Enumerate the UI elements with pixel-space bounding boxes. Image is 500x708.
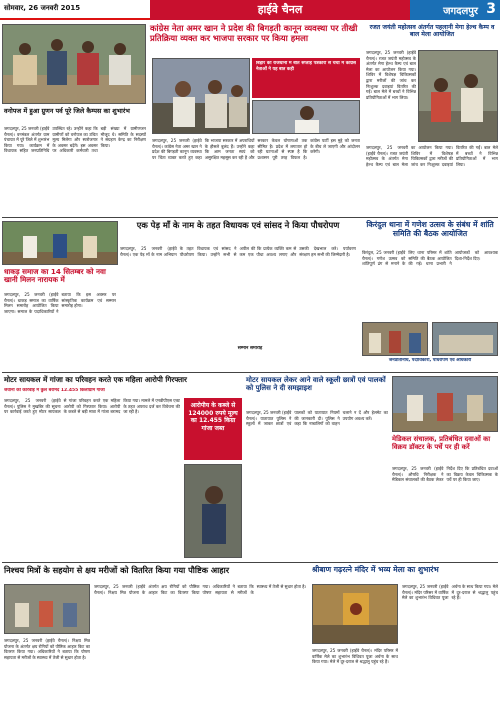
article-headline-forest: वनोपज में हुआ ग्रुणन पर्व पूरे जिले कैम्पस का शुभारंभ xyxy=(4,107,130,115)
article-photo-congress-2 xyxy=(252,100,360,134)
article-body-ganja: जगदलपुर, 25 जनवरी (हाईवे चैनल)। पुलिस ने मुखबिर की सूचना पर कार्रवाई करते हुए मोटर सायकल से गांजा परिवहन करते एक महिला आरोपी को गिरफ्तार किया। आरोपी के कब्जे से बड़ी मात्रा में गांजा बरामद किया गया। मामले में एनडीपीएस एक्ट के तहत अपराध दर्ज कर विवेचना की जा रही है। xyxy=(4,398,180,415)
caption-kirandul: जनप्रतिनिधि, पदाधिकारी, पौधरोपण एवं अधिकारी xyxy=(388,358,472,363)
article-body-nikshay: जगदलपुर, 25 जनवरी (हाईवे चैनल)। निक्षय मित्र योजना के अंतर्गत क्षय रोगियों को पौष्टिक आहार किट का वितरण किया गया। अधिकारियों ने बताया कि पोषण सहायता से मरीजों के स्वास्थ्य में तेजी से सुधार होता है। xyxy=(94,584,307,595)
article-photo-ganja xyxy=(184,464,242,558)
city-name: जगदलपुर xyxy=(443,6,478,17)
article-body-medical: जगदलपुर, 25 जनवरी (हाईवे चैनल)। औषधि निरीक्षक ने मेडिकल संचालकों की बैठक लेकर निर्देश दिए कि प्रतिबंधित दवाओं का विक्रय केवल चिकित्सक के पर्चे पर ही किया जाए। xyxy=(392,466,498,483)
article-body-tree-planting: जगदलपुर, 25 जनवरी (हाईवे चैनल)। एक पेड़ माँ के नाम अभियान के तहत विधायक एवं सांसद ने पौधरोपण किया। उन्होंने सभी से अपील की कि प्रत्येक व्यक्ति कम से कम एक पौधा अवश्य लगाए और उसकी देखभाल करे। पर्यावरण संरक्षण हम सभी की जिम्मेदारी है। xyxy=(120,246,356,257)
article-body-forest: जगदलपुर, 25 जनवरी (हाईवे चैनल)। वनमंडल अंतर्गत ग्राम पंचायत में पूरे जिले में शुभारंभ किया गया। कार्यक्रम में विधायक सहित जनप्रतिनिधि उपस्थित रहे। उन्होंने कहा कि ग्रामीणों को वनोपज का उचित मूल्य मिलेगा और स्वरोजगार के अवसर बढ़ेंगे। इस अवसर पर अधिकारी कर्मचारी तथा बड़ी संख्या में ग्रामीणजन मौजूद थे। समिति के सदस्यों ने संग्रहण केन्द्र का निरीक्षण किया। xyxy=(4,126,146,154)
article-body-samaj: जगदलपुर, 25 जनवरी (हाईवे चैनल)। धाकड़ समाज का वार्षिक मिलन समारोह आयोजित किया जाएगा। समाज के पदाधिकारियों ने बताया कि इस अवसर पर सांस्कृतिक कार्यक्रम एवं सम्मान समारोह होगा। xyxy=(4,292,116,314)
article-photo-mela xyxy=(312,584,398,644)
article-body-congress: जगदलपुर, 25 जनवरी (हाईवे चैनल)। कांग्रेस नेता अमर खान ने प्रदेश की बिगड़ती कानून व्यवस्था पर चिंता व्यक्त करते हुए कहा कि भाजपा सरकार में अपराधियों के हौसले बुलंद हैं। उन्होंने कहा कि आम जनता स्वयं को असुरक्षित महसूस कर रही है और सरकार केवल घोषणाओं तक सीमित है। प्रदेश में लगातार हो रही घटनाओं से स्पष्ट है कि प्रशासन पूरी तरह विफल है। कांग्रेस पार्टी इस मुद्दे को जनता के बीच ले जाएगी और आंदोलन करेगी। xyxy=(152,138,360,160)
article-photo-kirandul xyxy=(362,322,428,356)
article-headline-mela: श्रीबाण गढ़रत्ने मंदिर में भव्य मेला का शुभारंभ xyxy=(312,565,439,574)
divider xyxy=(2,562,498,563)
masthead xyxy=(0,0,500,20)
article-body-nikshay-2: जगदलपुर, 25 जनवरी (हाईवे चैनल)। निक्षय मित्र योजना के अंतर्गत क्षय रोगियों को पौष्टिक आहार किट का वितरण किया गया। अधिकारियों ने बताया कि पोषण सहायता से मरीजों के स्वास्थ्य में तेजी से सुधार होता है। xyxy=(4,638,90,660)
article-body-kirandul: किरंदुल, 25 जनवरी (हाईवे चैनल)। गणेश उत्सव को शांतिपूर्ण ढंग से मनाने के लिए थाना परिसर में शांति समिति की बैठक आयोजित की गई। थाना प्रभारी ने आयोजकों को आवश्यक दिशा-निर्देश दिए। xyxy=(362,250,498,267)
divider xyxy=(2,372,498,373)
masthead-city-area xyxy=(410,0,500,20)
article-body-mela: जगदलपुर, 25 जनवरी (हाईवे चैनल)। मंदिर परिसर में वार्षिक मेले का शुभारंभ विधिवत पूजा अर्चना के साथ किया गया। मेले में दूर-दराज से श्रद्धालु पहुंच रहे हैं। xyxy=(402,584,498,601)
article-inset-text: बिहार की राजधानी में बीते सप्ताह पत्रकारों से चर्चा में कांग्रेस नेताओं ने यह बात कही xyxy=(256,61,356,72)
article-subhead-ganja: जवानों की कार्रवाई में कुल बरामद 12.455 किलोग्राम गांजा xyxy=(4,388,105,393)
article-body-students: जगदलपुर, 25 जनवरी (हाईवे चैनल)। यातायात पुलिस ने स्कूलों में जाकर छात्रों एवं पालकों को यातायात नियमों की जानकारी दी। पुलिस ने कहा कि नाबालिगों को वाहन चलाने न दें और हेलमेट का उपयोग अवश्य करें। xyxy=(246,410,388,427)
divider xyxy=(2,217,498,218)
caption-tree-planting: सम्मान समारोह xyxy=(237,346,263,351)
article-photo-nikshay xyxy=(4,584,90,634)
article-headline-tree-planting: एक पेड़ माँ के नाम के तहत विधायक एवं सांसद ने किया पौधरोपण xyxy=(136,220,340,230)
article-headline-medical: मेडिकल संचालक, प्रतिबंधित दवाओं का विक्रय डॉक्टर के पर्चे पर ही करें xyxy=(392,435,491,451)
article-photo-congress xyxy=(152,58,250,134)
article-headline-congress: कांग्रेस नेता अमर खान ने प्रदेश की बिगड़ती कानून व्यवस्था पर तीखी प्रतिक्रिया व्यक्त कर भाजपा सरकार पर किया हमला xyxy=(150,23,358,43)
article-headline-nikshay: निश्चय मित्रों के सहयोग से क्षय मरीजों को वितरित किया गया पौष्टिक आहार xyxy=(4,565,230,575)
article-photo-medical xyxy=(392,376,498,432)
section-title: हाईवे चैनल xyxy=(150,0,410,20)
article-headline-health-camp: रजत जयंती महोत्सव अंतर्गत पहलानी मेगा हेल्थ कैम्प व बाल मेला आयोजित xyxy=(369,24,495,39)
article-headline-students: मोटर सायकल लेकर आने वाले स्कूली छात्रों एवं पालकों को पुलिस ने दी समझाइश xyxy=(246,376,386,393)
article-body-health-camp-2: जगदलपुर, 25 जनवरी (हाईवे चैनल)। रजत जयंती महोत्सव के अंतर्गत मेगा हेल्थ कैम्प एवं बाल मेला का आयोजन किया गया। शिविर में विशेषज्ञ चिकित्सकों द्वारा मरीजों की जांच कर निःशुल्क दवाइयां वितरित की गईं। बाल मेले में बच्चों ने विभिन्न प्रतियोगिताओं में भाग लिया। xyxy=(366,145,498,167)
article-headline-ganja: मोटर सायकल में गांजा का परिवहन करते एक महिला आरोपी गिरफ्तार xyxy=(4,375,187,384)
article-callout-ganja: आरोपीय के कब्जे से 124000 रुपये मूल्य का 12.455 किग्रा गांजा जब्त xyxy=(184,398,242,460)
article-headline-samaj: धाकड़ समाज का 14 सितम्बर को नवा खानी मिलन नारायक में xyxy=(4,267,106,285)
article-photo-health-camp xyxy=(418,50,498,142)
article-photo-forest xyxy=(2,24,146,104)
article-body-health-camp: जगदलपुर, 25 जनवरी (हाईवे चैनल)। रजत जयंती महोत्सव के अंतर्गत मेगा हेल्थ कैम्प एवं बाल मेला का आयोजन किया गया। शिविर में विशेषज्ञ चिकित्सकों द्वारा मरीजों की जांच कर निःशुल्क दवाइयां वितरित की गईं। बाल मेले में बच्चों ने विभिन्न प्रतियोगिताओं में भाग लिया। xyxy=(366,50,416,100)
article-photo-kirandul-2 xyxy=(432,322,498,356)
article-headline-kirandul: किरंदुल थाना में गणेश उत्सव के संबंध में शांति समिति की बैठक आयोजित xyxy=(366,220,494,238)
issue-date: सोमवार, 26 जनवरी 2015 xyxy=(4,4,81,12)
article-photo-tree-planting xyxy=(2,221,118,265)
page-number: 3 xyxy=(486,1,496,17)
article-body-mela-2: जगदलपुर, 25 जनवरी (हाईवे चैनल)। मंदिर परिसर में वार्षिक मेले का शुभारंभ विधिवत पूजा अर्चना के साथ किया गया। मेले में दूर-दराज से श्रद्धालु पहुंच रहे हैं। xyxy=(312,648,398,665)
article-inset-congress xyxy=(252,58,360,98)
masthead-date-area xyxy=(0,0,150,20)
